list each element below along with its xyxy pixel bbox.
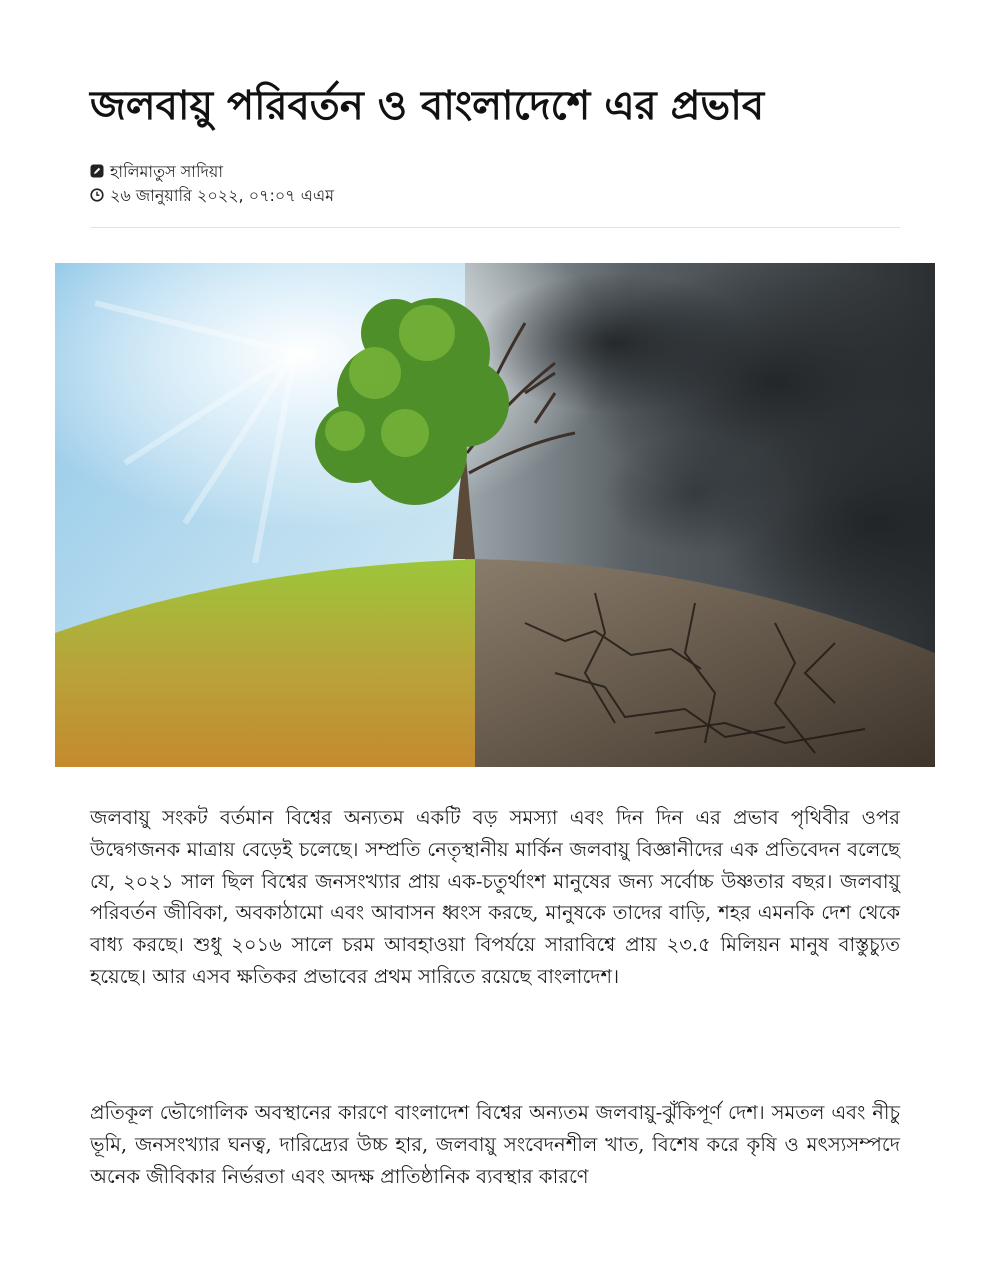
- climate-change-tree-image: [55, 263, 935, 767]
- clock-icon: [90, 187, 110, 206]
- author-row[interactable]: [90, 160, 334, 184]
- body-paragraph: জলবায়ু সংকট বর্তমান বিশ্বের অন্যতম একটি বড় সমস্যা এবং দিন দিন এর প্রভাব পৃথিবীর ওপর উদ্বেগজনক মাত্রায় বেড়েই চলেছে। সম্প্রতি নেতৃস্থানীয় মার্কিন জলবায়ু বিজ্ঞানীদের এক প্রতিবেদন বলেছে যে, ২০২১ সাল ছিল বিশ্বের জনসংখ্যার প্রায় এক-চতুর্থাংশ মানুষের জন্য সর্বোচ্চ উষ্ণতার বছর। জলবায়ু পরিবর্তন জীবিকা, অবকাঠামো এবং আবাসন ধ্বংস করছে, মানুষকে তাদের বাড়ি, শহর এমনকি দেশ থেকে বাধ্য করছে। শুধু ২০১৬ সালে চরম আবহাওয়া বিপর্যয়ে সারাবিশ্বে প্রায় ২৩.৫ মিলিয়ন মানুষ বাস্তুচ্যুত হয়েছে। আর এসব ক্ষতিকর প্রভাবের প্রথম সারিতে রয়েছে বাংলাদেশ।: [90, 806, 900, 988]
- header-divider: [90, 227, 900, 228]
- date-row: [90, 184, 334, 208]
- article-meta: [90, 160, 334, 208]
- publish-date: ২৬ জানুয়ারি ২০২২, ০৭:০৭ এএম: [110, 185, 335, 205]
- pencil-icon: [90, 163, 110, 182]
- article-title: জলবায়ু পরিবর্তন ও বাংলাদেশে এর প্রভাব: [90, 83, 765, 129]
- author-name[interactable]: হালিমাতুস সাদিয়া: [110, 161, 223, 181]
- body-paragraph: প্রতিকূল ভৌগোলিক অবস্থানের কারণে বাংলাদেশ বিশ্বের অন্যতম জলবায়ু-ঝুঁকিপূর্ণ দেশ। সমতল এবং নীচু ভূমি, জনসংখ্যার ঘনত্ব, দারিদ্র্যের উচ্চ হার, জলবায়ু সংবেদনশীল খাত, বিশেষ করে কৃষি ও মৎস্যসম্পদে অনেক জীবিকার নির্ভরতা এবং অদক্ষ প্রাতিষ্ঠানিক ব্যবস্থার কারণে: [90, 1101, 900, 1188]
